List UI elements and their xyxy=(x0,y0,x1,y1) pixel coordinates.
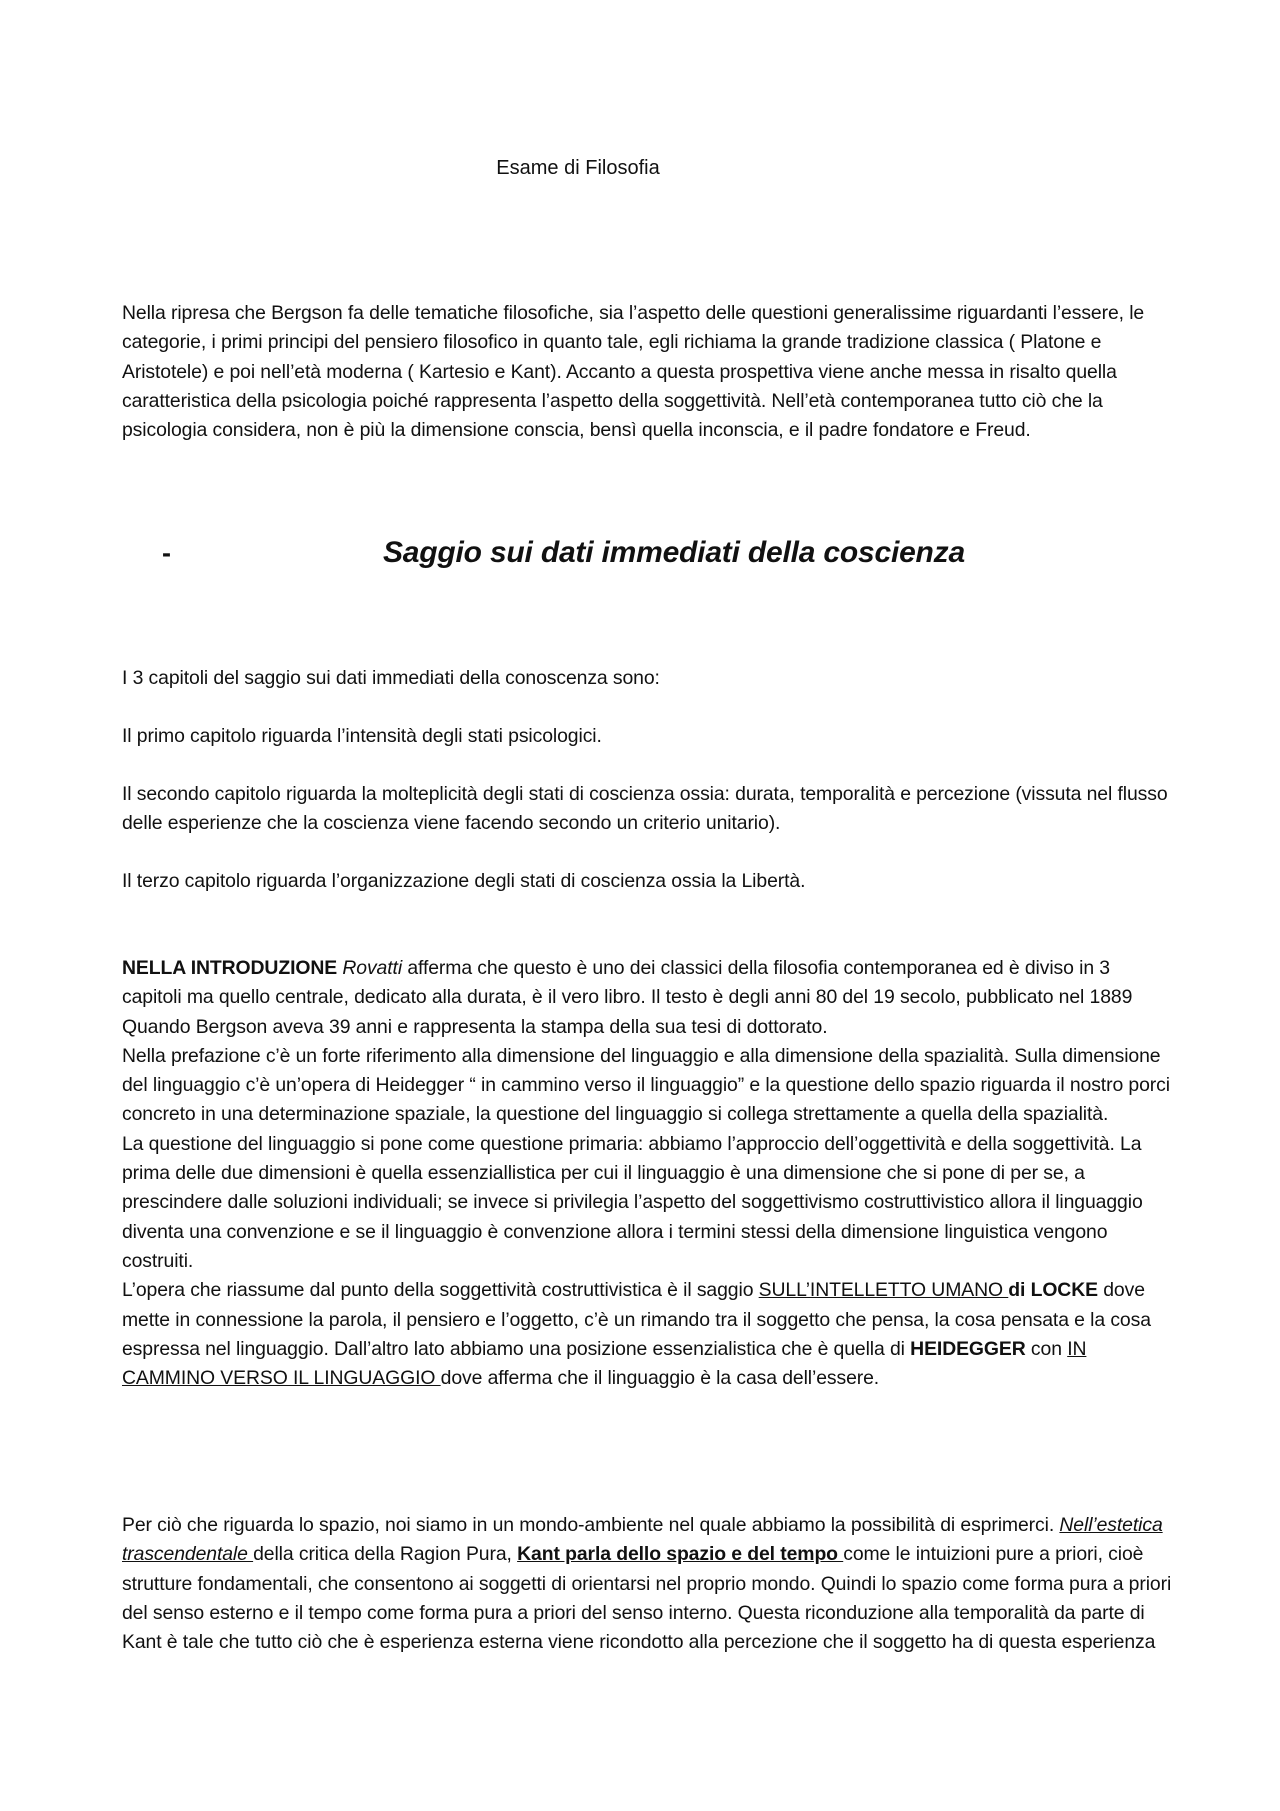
chapters-intro-text: I 3 capitoli del saggio sui dati immediati della conoscenza sono: xyxy=(122,667,660,689)
introduzione-text: afferma che questo è uno dei classici della filosofia contemporanea ed è diviso in 3 capitoli ma quello centrale, dedicato alla durata, è il vero libro. Il testo è degli anni 80 del 19 secolo, pubblicato nel 1889 Quando Bergson aveva 39 anni e rappresenta la stampa della sua tesi di dottorato. xyxy=(122,957,1133,1038)
locke-part2: dove mette in connessione la parola, il pensiero e l’oggetto, c’è un rimando tra il soggetto che pensa, la cosa pensata e la cosa espressa nel linguaggio. Dall’altro lato abbiamo una posizione essenzialistica che è quella di xyxy=(122,1279,1151,1360)
spazio-block xyxy=(122,1511,1172,1657)
locke-work-title: SULL’INTELLETTO UMANO xyxy=(758,1279,1009,1302)
spazio-part1: Per ciò che riguarda lo spazio, noi siamo in un mondo-ambiente nel quale abbiamo la possibilità di esprimerci. xyxy=(122,1514,1060,1536)
chapter-1 xyxy=(122,722,1172,751)
chapter-2-text: Il secondo capitolo riguarda la molteplicità degli stati di coscienza ossia: durata, temporalità e percezione (vissuta nel flusso delle esperienze che la coscienza viene facendo secondo un criterio unitario). xyxy=(122,783,1168,835)
chapters-intro xyxy=(122,664,1172,693)
main-body xyxy=(122,954,1172,1393)
intro-paragraph-text: Nella ripresa che Bergson fa delle tematiche filosofiche, sia l’aspetto delle questioni generalissime riguardanti l’essere, le categorie, i primi principi del pensiero filosofico in quanto tale, egli richiama la grande tradizione classica ( Platone e Aristotele) e poi nell’età moderna ( Kartesio e Kant). Accanto a questa prospettiva viene anche messa in risalto quella caratteristica della psicologia poiché rappresenta l’aspetto della soggettività. Nell’età contemporanea tutto ciò che la psicologia considera, non è più la dimensione conscia, bensì quella inconscia, e il padre fondatore e Freud. xyxy=(122,302,1145,442)
introduzione-paragraph xyxy=(122,954,1172,1042)
chapter-3 xyxy=(122,867,1172,896)
locke-heidegger-paragraph xyxy=(122,1276,1172,1393)
spazio-part2: della critica della Ragion Pura, xyxy=(253,1543,518,1566)
heidegger-work-title: IN CAMMINO VERSO IL LINGUAGGIO xyxy=(122,1337,1087,1390)
intro-paragraph xyxy=(122,299,1172,445)
heidegger-con: con xyxy=(1025,1337,1068,1360)
spazio-part3: come le intuizioni pure a priori, cioè strutture fondamentali, che consentono ai soggetti di orientarsi nel proprio mondo. Quindi lo spazio come forma pura a priori del senso esterno e il tempo come forma pura a priori del senso interno. Questa riconduzione alla temporalità da parte di Kant è tale che tutto ciò che è esperienza esterna viene ricondotto alla percezione che il soggetto ha di questa esperienza xyxy=(122,1543,1172,1654)
linguaggio-paragraph: La questione del linguaggio si pone come questione primaria: abbiamo l’approccio dell’oggettività e della soggettività. La prima delle due dimensioni è quella essenziallistica per cui il linguaggio è una dimensione che si pone di per se, a prescindere dalle soluzioni individuali; se invece si privilegia l’aspetto del soggettivismo costruttivistico allora il linguaggio diventa una convenzione e se il linguaggio è convenzione allora i termini stessi della dimensione linguistica vengono costruiti. xyxy=(122,1132,1143,1272)
chapter-3-text: Il terzo capitolo riguarda l’organizzazione degli stati di coscienza ossia la Libertà. xyxy=(122,870,806,892)
spazio-paragraph xyxy=(122,1511,1172,1657)
locke-part1: L’opera che riassume dal punto della soggettività costruttivistica è il saggio xyxy=(122,1279,759,1302)
chapter-2 xyxy=(122,780,1172,839)
section-dash: - xyxy=(162,538,171,568)
heidegger-author: HEIDEGGER xyxy=(910,1337,1026,1360)
estetica-trascendentale: Nell’estetica trascendentale xyxy=(122,1514,1163,1566)
document-title: Esame di Filosofia xyxy=(496,157,660,179)
chapter-1-text: Il primo capitolo riguarda l’intensità degli stati psicologici. xyxy=(122,725,602,747)
introduzione-label: NELLA INTRODUZIONE xyxy=(122,957,338,979)
introduzione-author: Rovatti xyxy=(342,957,403,979)
section-heading xyxy=(0,535,1280,575)
heidegger-part3: dove afferma che il linguaggio è la casa dell’essere. xyxy=(440,1367,880,1390)
locke-author: di LOCKE xyxy=(1008,1279,1098,1302)
kant-statement: Kant parla dello spazio e del tempo xyxy=(517,1543,844,1566)
section-title: Saggio sui dati immediati della coscienza xyxy=(383,536,965,569)
prefazione-paragraph: Nella prefazione c’è un forte riferimento alla dimensione del linguaggio e alla dimensione della spazialità. Sulla dimensione del linguaggio c’è un’opera di Heidegger “ in cammino verso il linguaggio” e la questione dello spazio riguarda il nostro porci concreto in una determinazione spaziale, la questione del linguaggio si collega strettamente a quella della spazialità. xyxy=(122,1044,1170,1126)
